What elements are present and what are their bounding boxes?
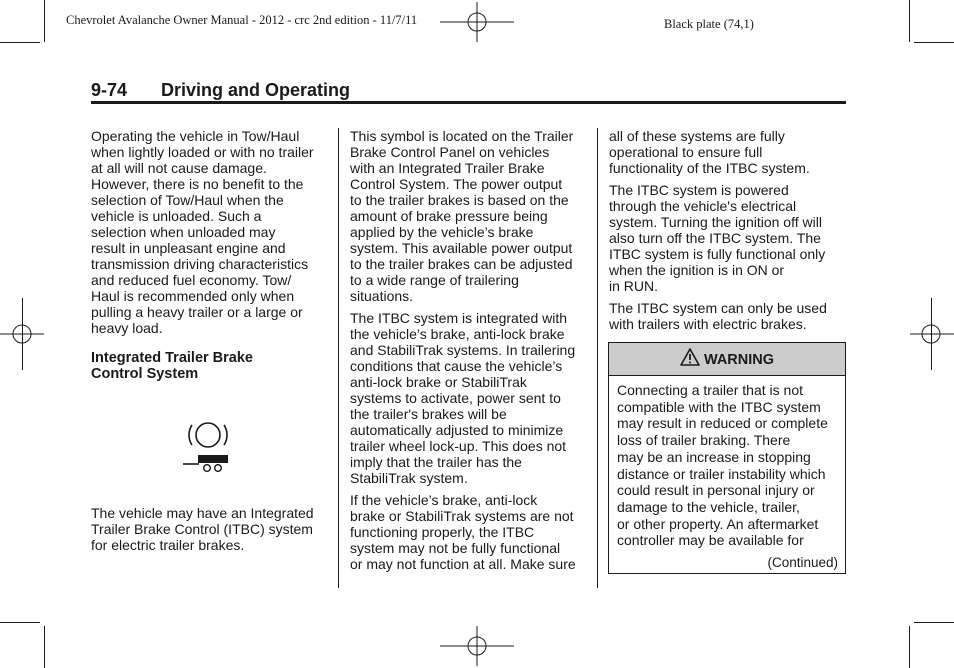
crop-mark-icon xyxy=(909,626,910,668)
crop-mark-icon xyxy=(909,0,910,42)
print-header-right: Black plate (74,1) xyxy=(664,17,754,31)
paragraph: The vehicle may have an Integrated Trailer Brake Control (ITBC) system for electric trailer brakes. xyxy=(91,505,314,553)
crop-mark-icon xyxy=(0,42,40,43)
column-3 xyxy=(609,128,849,338)
warning-triangle-icon xyxy=(680,348,700,366)
warning-header xyxy=(609,343,845,376)
section-heading: Integrated Trailer Brake Control System xyxy=(91,350,253,382)
paragraph: Operating the vehicle in Tow/Haul when lightly loaded or with no trailer at all will not cause damage. However, there is no benefit to the selection of Tow/Haul when the vehicle is unloaded. Such a selection when unloaded may result in unpleasant engine and transmission driving characteristics and reduced fuel economy. Tow/ Haul is recommended only when pulling a heavy trailer or a large or heavy load. xyxy=(91,128,314,336)
paragraph: If the vehicle’s brake, anti-lock brake or StabiliTrak systems are not functioning properly, the ITBC system may not be fully functional or may not function at all. Make sure xyxy=(350,492,576,572)
crop-mark-icon xyxy=(914,622,954,623)
title-rule xyxy=(91,101,846,104)
registration-mark-icon xyxy=(0,316,44,352)
warning-label: WARNING xyxy=(703,352,775,368)
registration-mark-icon xyxy=(440,626,514,666)
page-number: 9-74 xyxy=(91,80,128,100)
section-title: Driving and Operating xyxy=(161,80,351,100)
registration-mark-icon xyxy=(910,316,954,352)
crop-mark-icon xyxy=(44,626,45,668)
crop-mark-icon xyxy=(44,0,45,42)
column-1 xyxy=(91,128,331,559)
print-header-left: Chevrolet Avalanche Owner Manual - 2012 - crc 2nd edition - 11/7/11 xyxy=(66,13,418,27)
paragraph: all of these systems are fully operational to ensure full functionality of the ITBC system. xyxy=(609,128,810,176)
column-separator xyxy=(597,128,598,588)
trailer-brake-symbol-icon xyxy=(183,417,233,477)
continued-label: (Continued) xyxy=(767,555,838,570)
crop-mark-icon xyxy=(0,622,40,623)
crop-mark-icon xyxy=(914,42,954,43)
paragraph: The ITBC system is integrated with the vehicle’s brake, anti-lock brake and StabiliTrak systems. In trailering conditions that cause the vehicle’s anti-lock brake or StabiliTrak systems to activate, power sent to the trailer's brakes will be automatically adjusted to minimize trailer wheel lock-up. This does not imply that the trailer has the StabiliTrak system. xyxy=(350,310,576,486)
paragraph: This symbol is located on the Trailer Brake Control Panel on vehicles with an Integrated Trailer Brake Control System. The power output to the trailer brakes is based on the amount of brake pressure being applied by the vehicle’s brake system. This available power output to the trailer brakes can be adjusted to a wide range of trailering situations. xyxy=(350,128,574,304)
paragraph: The ITBC system can only be used with trailers with electric brakes. xyxy=(609,300,827,332)
column-2 xyxy=(350,128,590,578)
column-separator xyxy=(338,128,339,588)
warning-text: Connecting a trailer that is not compatible with the ITBC system may result in reduced or complete loss of trailer braking. There may be an increase in stopping distance or trailer instability which could result in personal injury or damage to the vehicle, trailer, or other property. An aftermarket controller may be available for xyxy=(617,382,828,549)
page-title xyxy=(91,80,350,101)
registration-mark-icon xyxy=(440,2,514,42)
paragraph: The ITBC system is powered through the vehicle's electrical system. Turning the ignition off will also turn off the ITBC system. The ITBC system is fully functional only when the ignition is in ON or in RUN. xyxy=(609,182,826,294)
warning-box xyxy=(608,342,846,574)
